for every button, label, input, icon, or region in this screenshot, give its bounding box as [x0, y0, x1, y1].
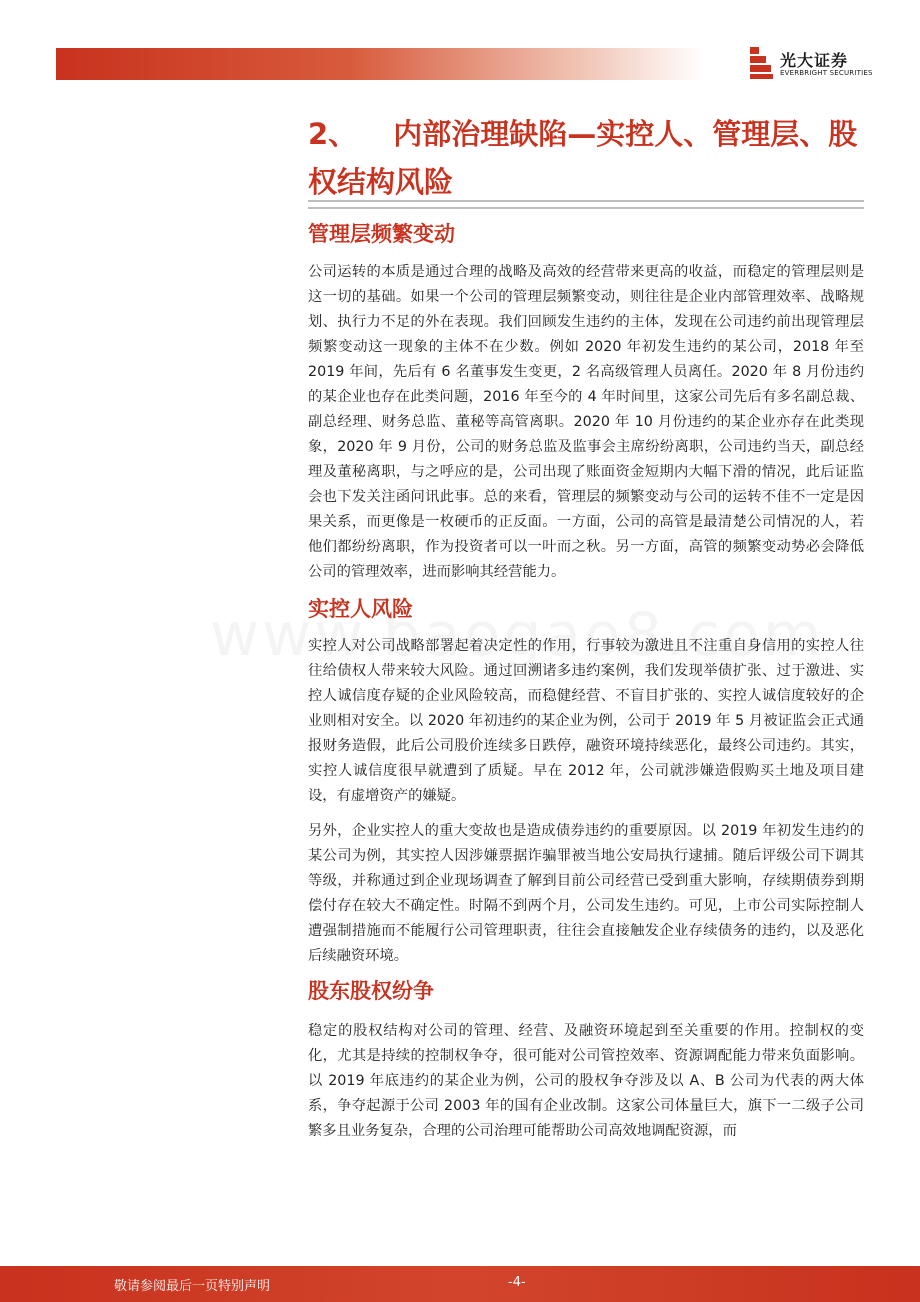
section-title-text: 内部治理缺陷—实控人、管理层、股权结构风险: [308, 117, 858, 199]
paragraph-management: 公司运转的本质是通过合理的战略及高效的经营带来更高的收益，而稳定的管理层则是这一切的基础。如果一个公司的管理层频繁变动，则往往是企业内部管理效率、战略规划、执行力不足的外在表现。我们回顾发生违约的主体，发现在公司违约前出现管理层频繁变动这一现象的主体不在少数。例如 2020 年初发生违约的某公司，2018 年至 2019 年间，先后有 6 名董事发生变更，2 名高级管理人员离任。2020 年 8 月份违约的某企业也存在此类问题，2016 年至今的 4 年时间里，这家公司先后有多名副总裁、副总经理、财务总监、董秘等高管离职。2020 年 10 月份违约的某企业亦存在此类现象，2020 年 9 月份，公司的财务总监及监事会主席纷纷离职，公司违约当天，副总经理及董秘离职，与之呼应的是，公司出现了账面资金短期内大幅下滑的情况，此后证监会也下发关注函问讯此事。总的来看，管理层的频繁变动与公司的运转不佳不一定是因果关系，而更像是一枚硬币的正反面。一方面，公司的高管是最清楚公司情况的人，若他们都纷纷离职，作为投资者可以一叶而之秋。另一方面，高管的频繁变动势必会降低公司的管理效率，进而影响其经营能力。: [308, 264, 864, 580]
section-title: [308, 110, 868, 206]
brand-name-en: EVERBRIGHT SECURITIES: [780, 69, 873, 77]
title-divider: [308, 200, 864, 209]
footer-disclaimer-note: 敬请参阅最后一页特别声明: [114, 1279, 271, 1294]
section-number: 2、: [308, 117, 358, 151]
watermark: [210, 600, 824, 670]
header-accent-bar: [56, 48, 706, 80]
subsection-heading-controller: 实控人风险: [308, 597, 413, 621]
paragraph-controller-1: 实控人对公司战略部署起着决定性的作用，行事较为激进且不注重自身信用的实控人往往给债权人带来较大风险。通过回溯诸多违约案例，我们发现举债扩张、过于激进、实控人诚信度存疑的企业风险较高，而稳健经营、不盲目扩张的、实控人诚信度较好的企业则相对安全。以 2020 年初违约的某企业为例，公司于 2019 年 5 月被证监会正式通报财务造假，此后公司股价连续多日跌停，融资环境持续恶化，最终公司违约。其实，实控人诚信度很早就遭到了质疑。早在 2012 年，公司就涉嫌造假购买土地及项目建设，有虚增资产的嫌疑。: [308, 638, 864, 804]
page-number: -4-: [508, 1275, 526, 1290]
subsection-heading-management: 管理层频繁变动: [308, 222, 455, 246]
brand-logo: [748, 46, 873, 82]
brand-name-cn: 光大证券: [780, 51, 849, 70]
paragraph-equity: 稳定的股权结构对公司的管理、经营、及融资环境起到至关重要的作用。控制权的变化，尤其是持续的控制权争夺，很可能对公司管控效率、资源调配能力带来负面影响。以 2019 年底违约的某企业为例，公司的股权争夺涉及以 A、B 公司为代表的两大体系，争夺起源于公司 2003 年的国有企业改制。这家公司体量巨大，旗下一二级子公司繁多且业务复杂，合理的公司治理可能帮助公司高效地调配资源，而: [308, 1023, 864, 1139]
paragraph-controller-2: 另外，企业实控人的重大变故也是造成债券违约的重要原因。以 2019 年初发生违约的某公司为例，其实控人因涉嫌票据诈骗罪被当地公安局执行逮捕。随后评级公司下调其等级，并称通过到企业现场调查了解到目前公司经营已受到重大影响，存续期债券到期偿付存在较大不确定性。时隔不到两个月，公司发生违约。可见，上市公司实际控制人遭强制措施而不能履行公司管理职责，往往会直接触发企业存续债务的违约，以及恶化后续融资环境。: [308, 823, 864, 964]
subsection-heading-equity: 股东股权纷争: [308, 979, 434, 1003]
everbright-logo-icon: [748, 46, 774, 80]
